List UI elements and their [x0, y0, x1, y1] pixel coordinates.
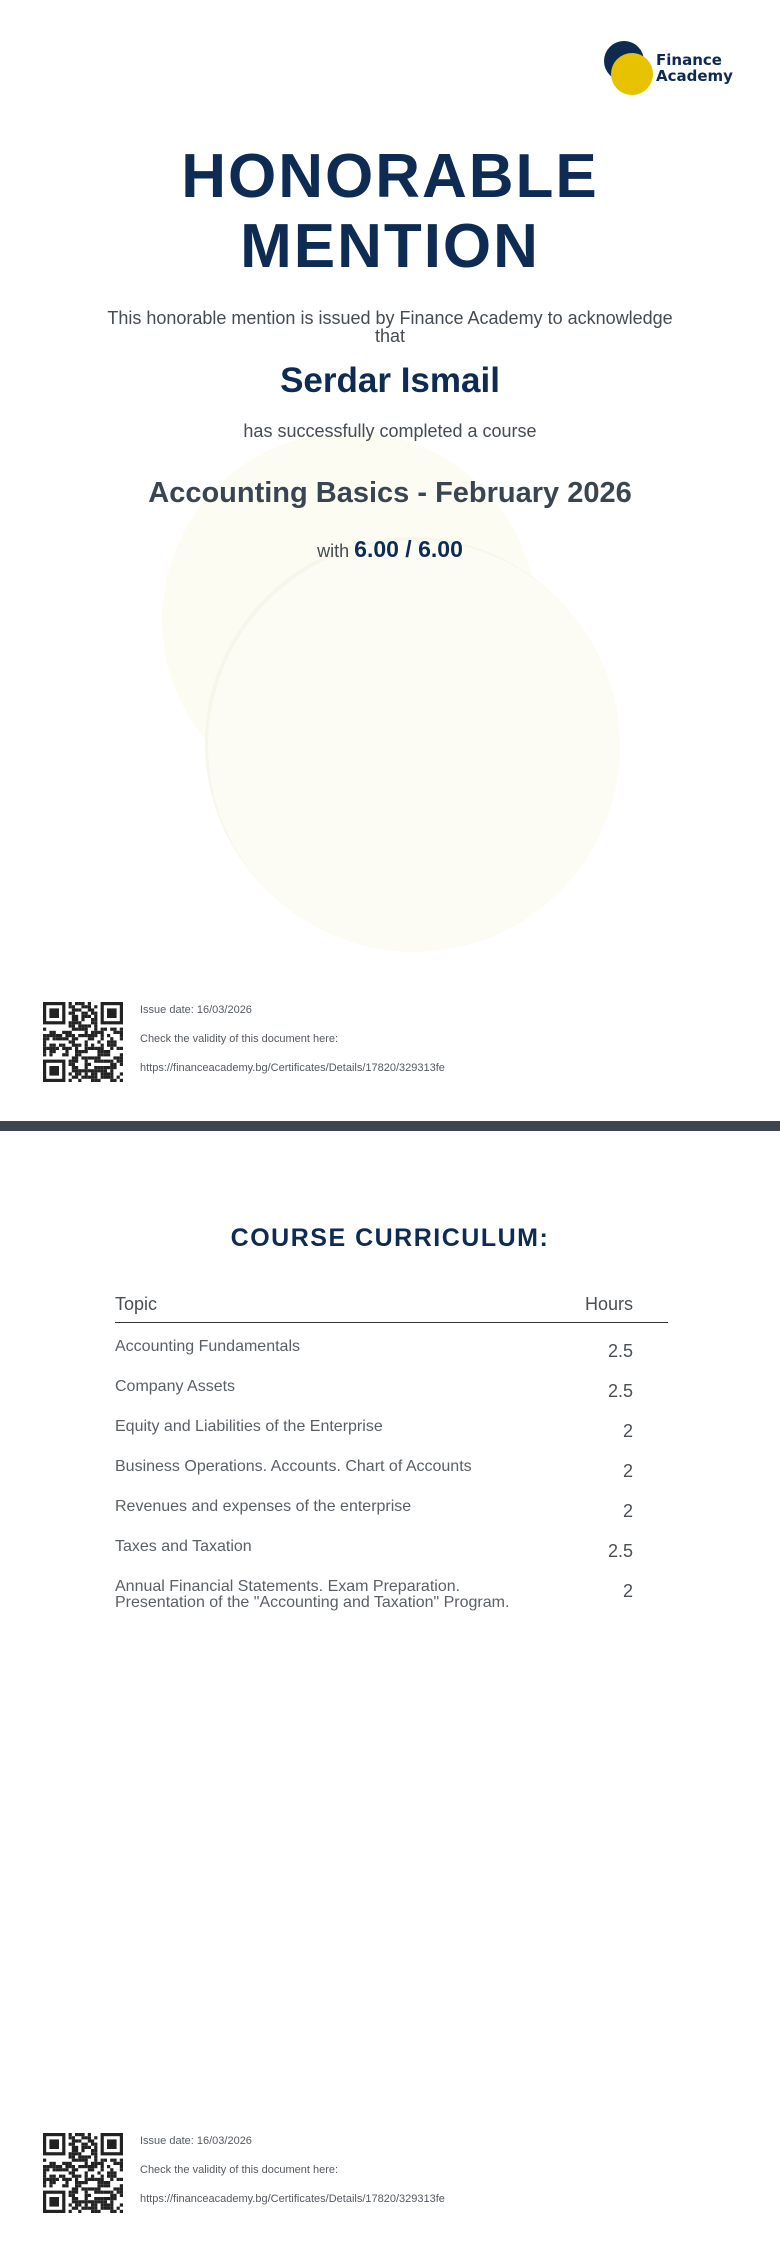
- grade-score: 6.00 / 6.00: [354, 536, 463, 562]
- column-header-hours: Hours: [584, 1294, 633, 1314]
- grade: [0, 536, 780, 563]
- validity-link[interactable]: https://financeacademy.bg/Certificates/Details/17820/329313fe: [140, 2193, 445, 2205]
- certificate-page: [0, 0, 780, 1121]
- logo-text-line2: Academy: [656, 67, 733, 85]
- table-row: [115, 1323, 668, 1363]
- table-row: [115, 1363, 668, 1403]
- completion-text: has successfully completed a course: [243, 421, 537, 441]
- table-header: [115, 1290, 668, 1323]
- topic-cell: Business Operations. Accounts. Chart of Accounts: [115, 1458, 472, 1475]
- topic-cell: Annual Financial Statements. Exam Preparation. Presentation of the "Accounting and Taxation" Program.: [115, 1578, 510, 1611]
- validity-link[interactable]: https://financeacademy.bg/Certificates/Details/17820/329313fe: [140, 1062, 445, 1074]
- qr-code-icon[interactable]: [43, 2133, 123, 2213]
- table-row: [115, 1563, 668, 1619]
- topic-cell: Accounting Fundamentals: [115, 1338, 300, 1355]
- hours-cell: 2: [622, 1461, 633, 1481]
- table-row: [115, 1443, 668, 1483]
- validity-text: Check the validity of this document here:: [140, 1033, 339, 1045]
- validity-text: Check the validity of this document here:: [140, 2164, 339, 2176]
- course-name: Accounting Basics - February 2026: [148, 477, 632, 509]
- curriculum-title: COURSE CURRICULUM:: [230, 1224, 550, 1252]
- topic-cell: Equity and Liabilities of the Enterprise: [115, 1418, 383, 1435]
- table-row: [115, 1523, 668, 1563]
- recipient-name: Serdar Ismail: [280, 361, 500, 400]
- certificate-title: [0, 142, 780, 282]
- hours-cell: 2.5: [607, 1341, 633, 1361]
- logo-text-line1: Finance: [656, 51, 722, 69]
- column-header-topic: Topic: [115, 1294, 158, 1314]
- topic-cell: Revenues and expenses of the enterprise: [115, 1498, 412, 1515]
- page-divider: [0, 1121, 780, 1131]
- hours-cell: 2: [622, 1501, 633, 1521]
- title-line-1: HONORABLE: [181, 142, 599, 211]
- hours-cell: 2: [622, 1421, 633, 1441]
- qr-code-icon[interactable]: [43, 1002, 123, 1082]
- logo-text: [656, 52, 733, 84]
- hours-cell: 2: [622, 1581, 633, 1601]
- hours-cell: 2.5: [607, 1541, 633, 1561]
- topic-cell: Taxes and Taxation: [115, 1538, 252, 1555]
- curriculum-table: [115, 1290, 668, 1619]
- issue-date: Issue date: 16/03/2026: [140, 1004, 252, 1016]
- finance-academy-logo: [602, 40, 738, 100]
- issue-date: Issue date: 16/03/2026: [140, 2135, 252, 2147]
- logo-circles-icon: [602, 40, 662, 100]
- watermark-circle-front: [208, 540, 620, 952]
- grade-prefix: with: [317, 541, 350, 561]
- table-row: [115, 1483, 668, 1523]
- title-line-2: MENTION: [240, 212, 540, 281]
- intro-text: This honorable mention is issued by Finance Academy to acknowledge that: [107, 308, 673, 346]
- topic-cell: Company Assets: [115, 1378, 236, 1395]
- table-row: [115, 1403, 668, 1443]
- hours-cell: 2.5: [607, 1381, 633, 1401]
